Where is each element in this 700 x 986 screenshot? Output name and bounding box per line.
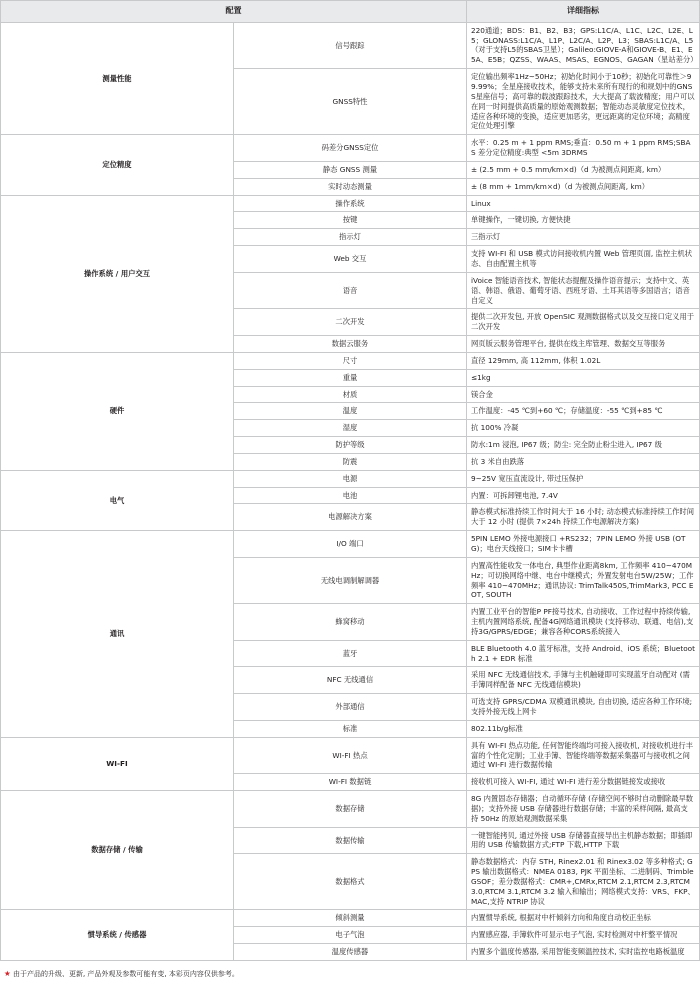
table-row bbox=[1, 470, 700, 487]
row-label: 温度 bbox=[234, 403, 467, 420]
row-detail: 内置工业平台的智能P PF接号技术, 自动接收、工作过程中持续传输, 主机内置网络系统, 配备4G网络通讯模块 (支持移动、联通、电信),支持3G/GPRS/EDGE；兼容各种CORS系统接入 bbox=[467, 604, 700, 641]
row-label: 数据云服务 bbox=[234, 336, 467, 353]
table-row bbox=[1, 195, 700, 212]
row-detail: 内置高性能收发一体电台, 典型作业距离8km, 工作频率 410~470MHz；可切换网络中继、电台中继模式；外置发射电台5W/25W；工作频率 410~470MHz；通讯协议: TrimTalk450S,TrimMark3, PCC EOT, SOUTH bbox=[467, 557, 700, 603]
row-label: WI-FI 热点 bbox=[234, 737, 467, 774]
row-detail: 防水:1m 浸泡, IP67 级；防尘: 完全防止粉尘进入, IP67 级 bbox=[467, 437, 700, 454]
row-label: 操作系统 bbox=[234, 195, 467, 212]
row-detail: 可选支持 GPRS/CDMA 双模通讯模块, 自由切换, 适应各种工作环境; 支持外接无线上网卡 bbox=[467, 694, 700, 721]
table-body bbox=[1, 22, 700, 960]
row-detail: 5PIN LEMO 外接电源接口 +RS232；7PIN LEMO 外接 USB (OTG)；电台天线接口；SIM卡卡槽 bbox=[467, 531, 700, 558]
row-detail: 静态模式标准持续工作时间大于 16 小时; 动态模式标准持续工作时间大于 12 小时 (提供 7×24h 持续工作电源解决方案) bbox=[467, 504, 700, 531]
row-detail: 支持 WI-FI 和 USB 模式访问接收机内置 Web 管理页面, 监控主机状态、自由配置主机等 bbox=[467, 246, 700, 273]
table-row bbox=[1, 531, 700, 558]
row-label: 防护等级 bbox=[234, 437, 467, 454]
row-label: 电子气泡 bbox=[234, 927, 467, 944]
row-label: NFC 无线通信 bbox=[234, 667, 467, 694]
row-label: 湿度 bbox=[234, 420, 467, 437]
row-label: 尺寸 bbox=[234, 352, 467, 369]
row-group-label: 操作系统 / 用户交互 bbox=[1, 195, 234, 352]
row-label: WI-FI 数据链 bbox=[234, 774, 467, 791]
row-detail: BLE Bluetooth 4.0 蓝牙标准，支持 Android、iOS 系统；Bluetooth 2.1 + EDR 标准 bbox=[467, 640, 700, 667]
row-detail: 9~25V 宽压直流设计, 带过压保护 bbox=[467, 470, 700, 487]
row-detail: 802.11b/g标准 bbox=[467, 720, 700, 737]
row-label: 语音 bbox=[234, 272, 467, 309]
table-row bbox=[1, 791, 700, 828]
row-group-label: 硬件 bbox=[1, 352, 234, 470]
row-group-label: 电气 bbox=[1, 470, 234, 530]
row-detail: 工作温度：-45 ℃到+60 ℃；存储温度：-55 ℃到+85 ℃ bbox=[467, 403, 700, 420]
row-detail: 采用 NFC 无线通信技术, 手簿与主机触碰即可实现蓝牙自动配对 (需手簿同样配备 NFC 无线通信模块) bbox=[467, 667, 700, 694]
row-label: 无线电调制解调器 bbox=[234, 557, 467, 603]
footnote-text: 由于产品的升级、更新, 产品外观及参数可能有变, 本彩页内容仅供参考。 bbox=[12, 970, 239, 979]
row-label: 重量 bbox=[234, 369, 467, 386]
row-detail: 定位输出频率1Hz~50Hz；初始化时间小于10秒；初始化可靠性＞99.99%；全星座接收技术，能够支持未来所有现行的和规划中的GNSS星座信号；高可靠的载波跟踪技术，大大提高了载波精度；用户可以在同一时间提供高质量的原始观测数据；智能动态灵敏度定位技术，适应各种环境的变换，适应更加恶劣，更远距离的定位环境；高精度定位处理引擎 bbox=[467, 69, 700, 135]
row-group-label: WI-FI bbox=[1, 737, 234, 790]
row-detail: ± (8 mm + 1mm/km×d)（d 为被测点间距离, km） bbox=[467, 178, 700, 195]
footnote bbox=[0, 961, 700, 986]
row-label: 二次开发 bbox=[234, 309, 467, 336]
row-detail: iVoice 智能语音技术, 智能状态提醒及操作语音提示；支持中文、英语、韩语、俄语、葡萄牙语、西班牙语、土耳其语等多国语言；语音自定义 bbox=[467, 272, 700, 309]
table-header-row bbox=[1, 1, 700, 23]
row-detail: 静态数据格式：内存 STH, Rinex2.01 和 Rinex3.02 等多种格式; GPS 输出数据格式：NMEA 0183, PJK 平面坐标、二进制码、Trimble GSOF；差分数据格式：CMR+,CMRx,RTCM 2.1,RTCM 2.3,RTCM 3.0,RTCM 3.1,RTCM 3.2 输入和输出；网络模式支持：VRS、FKP、MAC,支持 NTRIP 协议 bbox=[467, 854, 700, 910]
row-label: 蜂窝移动 bbox=[234, 604, 467, 641]
table-row bbox=[1, 352, 700, 369]
footnote-star-icon: ★ bbox=[4, 969, 11, 979]
row-detail: 内置多个温度传感器, 采用智能变频温控技术, 实时监控电路板温度 bbox=[467, 944, 700, 961]
row-label: 外部通信 bbox=[234, 694, 467, 721]
table-header bbox=[1, 1, 700, 23]
row-label: GNSS特性 bbox=[234, 69, 467, 135]
column-header-config: 配置 bbox=[1, 1, 467, 23]
table-row bbox=[1, 910, 700, 927]
row-label: Web 交互 bbox=[234, 246, 467, 273]
row-label: 温度传感器 bbox=[234, 944, 467, 961]
row-detail: 接收机可接入 WI-FI, 通过 WI-FI 进行差分数据链接发或接收 bbox=[467, 774, 700, 791]
row-label: 按键 bbox=[234, 212, 467, 229]
row-label: 倾斜测量 bbox=[234, 910, 467, 927]
row-detail: 8G 内置固态存储器；自动循环存储 (存储空间不够时自动删除最早数据)；支持外接 USB 存储器进行数据存储；丰富的采样间隔, 最高支持 50Hz 的原始观测数据采集 bbox=[467, 791, 700, 828]
row-detail: 单键操作，一键切换, 方便快捷 bbox=[467, 212, 700, 229]
row-label: 蓝牙 bbox=[234, 640, 467, 667]
table-row bbox=[1, 135, 700, 162]
row-group-label: 定位精度 bbox=[1, 135, 234, 195]
row-detail: ± (2.5 mm + 0.5 mm/km×d)（d 为被测点间距离, km） bbox=[467, 161, 700, 178]
row-label: 材质 bbox=[234, 386, 467, 403]
row-detail: 抗 3 米自由跌落 bbox=[467, 453, 700, 470]
row-label: 数据传输 bbox=[234, 827, 467, 854]
row-label: I/O 端口 bbox=[234, 531, 467, 558]
column-header-detail: 详细指标 bbox=[467, 1, 700, 23]
row-detail: 网页版云服务管理平台, 提供在线主库管理、数据交互等服务 bbox=[467, 336, 700, 353]
row-detail: 具有 WI-FI 热点功能, 任何智能终端均可接入接收机, 对接收机进行丰富的个性化定制；工业手簿、智能终端等数据采集器可与接收机之间通过 WI-FI 进行数据传输 bbox=[467, 737, 700, 774]
table-row bbox=[1, 737, 700, 774]
row-label: 电池 bbox=[234, 487, 467, 504]
row-detail: 内置：可拆卸锂电池, 7.4V bbox=[467, 487, 700, 504]
row-label: 信号跟踪 bbox=[234, 22, 467, 68]
row-label: 电源解决方案 bbox=[234, 504, 467, 531]
row-detail: 三指示灯 bbox=[467, 229, 700, 246]
row-label: 实时动态测量 bbox=[234, 178, 467, 195]
row-label: 码差分GNSS定位 bbox=[234, 135, 467, 162]
row-detail: 镁合金 bbox=[467, 386, 700, 403]
row-detail: 提供二次开发包, 开放 OpenSIC 观测数据格式以及交互接口定义用于二次开发 bbox=[467, 309, 700, 336]
table-row bbox=[1, 22, 700, 68]
row-group-label: 通讯 bbox=[1, 531, 234, 738]
row-label: 指示灯 bbox=[234, 229, 467, 246]
row-label: 数据存储 bbox=[234, 791, 467, 828]
row-label: 电源 bbox=[234, 470, 467, 487]
row-group-label: 数据存储 / 传输 bbox=[1, 791, 234, 910]
row-detail: 内置惯导系统, 根据对中杆倾斜方向和角度自动校正坐标 bbox=[467, 910, 700, 927]
row-detail: ≤1kg bbox=[467, 369, 700, 386]
row-label: 静态 GNSS 测量 bbox=[234, 161, 467, 178]
row-detail: Linux bbox=[467, 195, 700, 212]
row-detail: 直径 129mm, 高 112mm, 体积 1.02L bbox=[467, 352, 700, 369]
row-detail: 一键智能拷贝, 通过外接 USB 存储器直接导出主机静态数据；即插即用的 USB 传输数据方式;FTP 下载,HTTP 下载 bbox=[467, 827, 700, 854]
row-label: 数据格式 bbox=[234, 854, 467, 910]
row-detail: 220通道；BDS：B1、B2、B3；GPS:L1C/A、L1C、L2C、L2E、L5；GLONASS:L1C/A、L1P、L2C/A、L2P、L3；SBAS:L1C/A、L5（对于支持L5的SBAS卫星）；Galileo:GIOVE-A和GIOVE-B、E1、E5A、E5B；QZSS、WAAS、MSAS、EGNOS、GAGAN（星站差分） bbox=[467, 22, 700, 68]
row-detail: 抗 100% 冷凝 bbox=[467, 420, 700, 437]
row-label: 标准 bbox=[234, 720, 467, 737]
row-group-label: 惯导系统 / 传感器 bbox=[1, 910, 234, 961]
row-label: 防震 bbox=[234, 453, 467, 470]
row-detail: 内置感应器, 手簿软件可显示电子气泡, 实时检测对中杆整平情况 bbox=[467, 927, 700, 944]
row-group-label: 测量性能 bbox=[1, 22, 234, 134]
row-detail: 水平：0.25 m + 1 ppm RMS;垂直：0.50 m + 1 ppm RMS;SBAS 差分定位精度:典型 <5m 3DRMS bbox=[467, 135, 700, 162]
